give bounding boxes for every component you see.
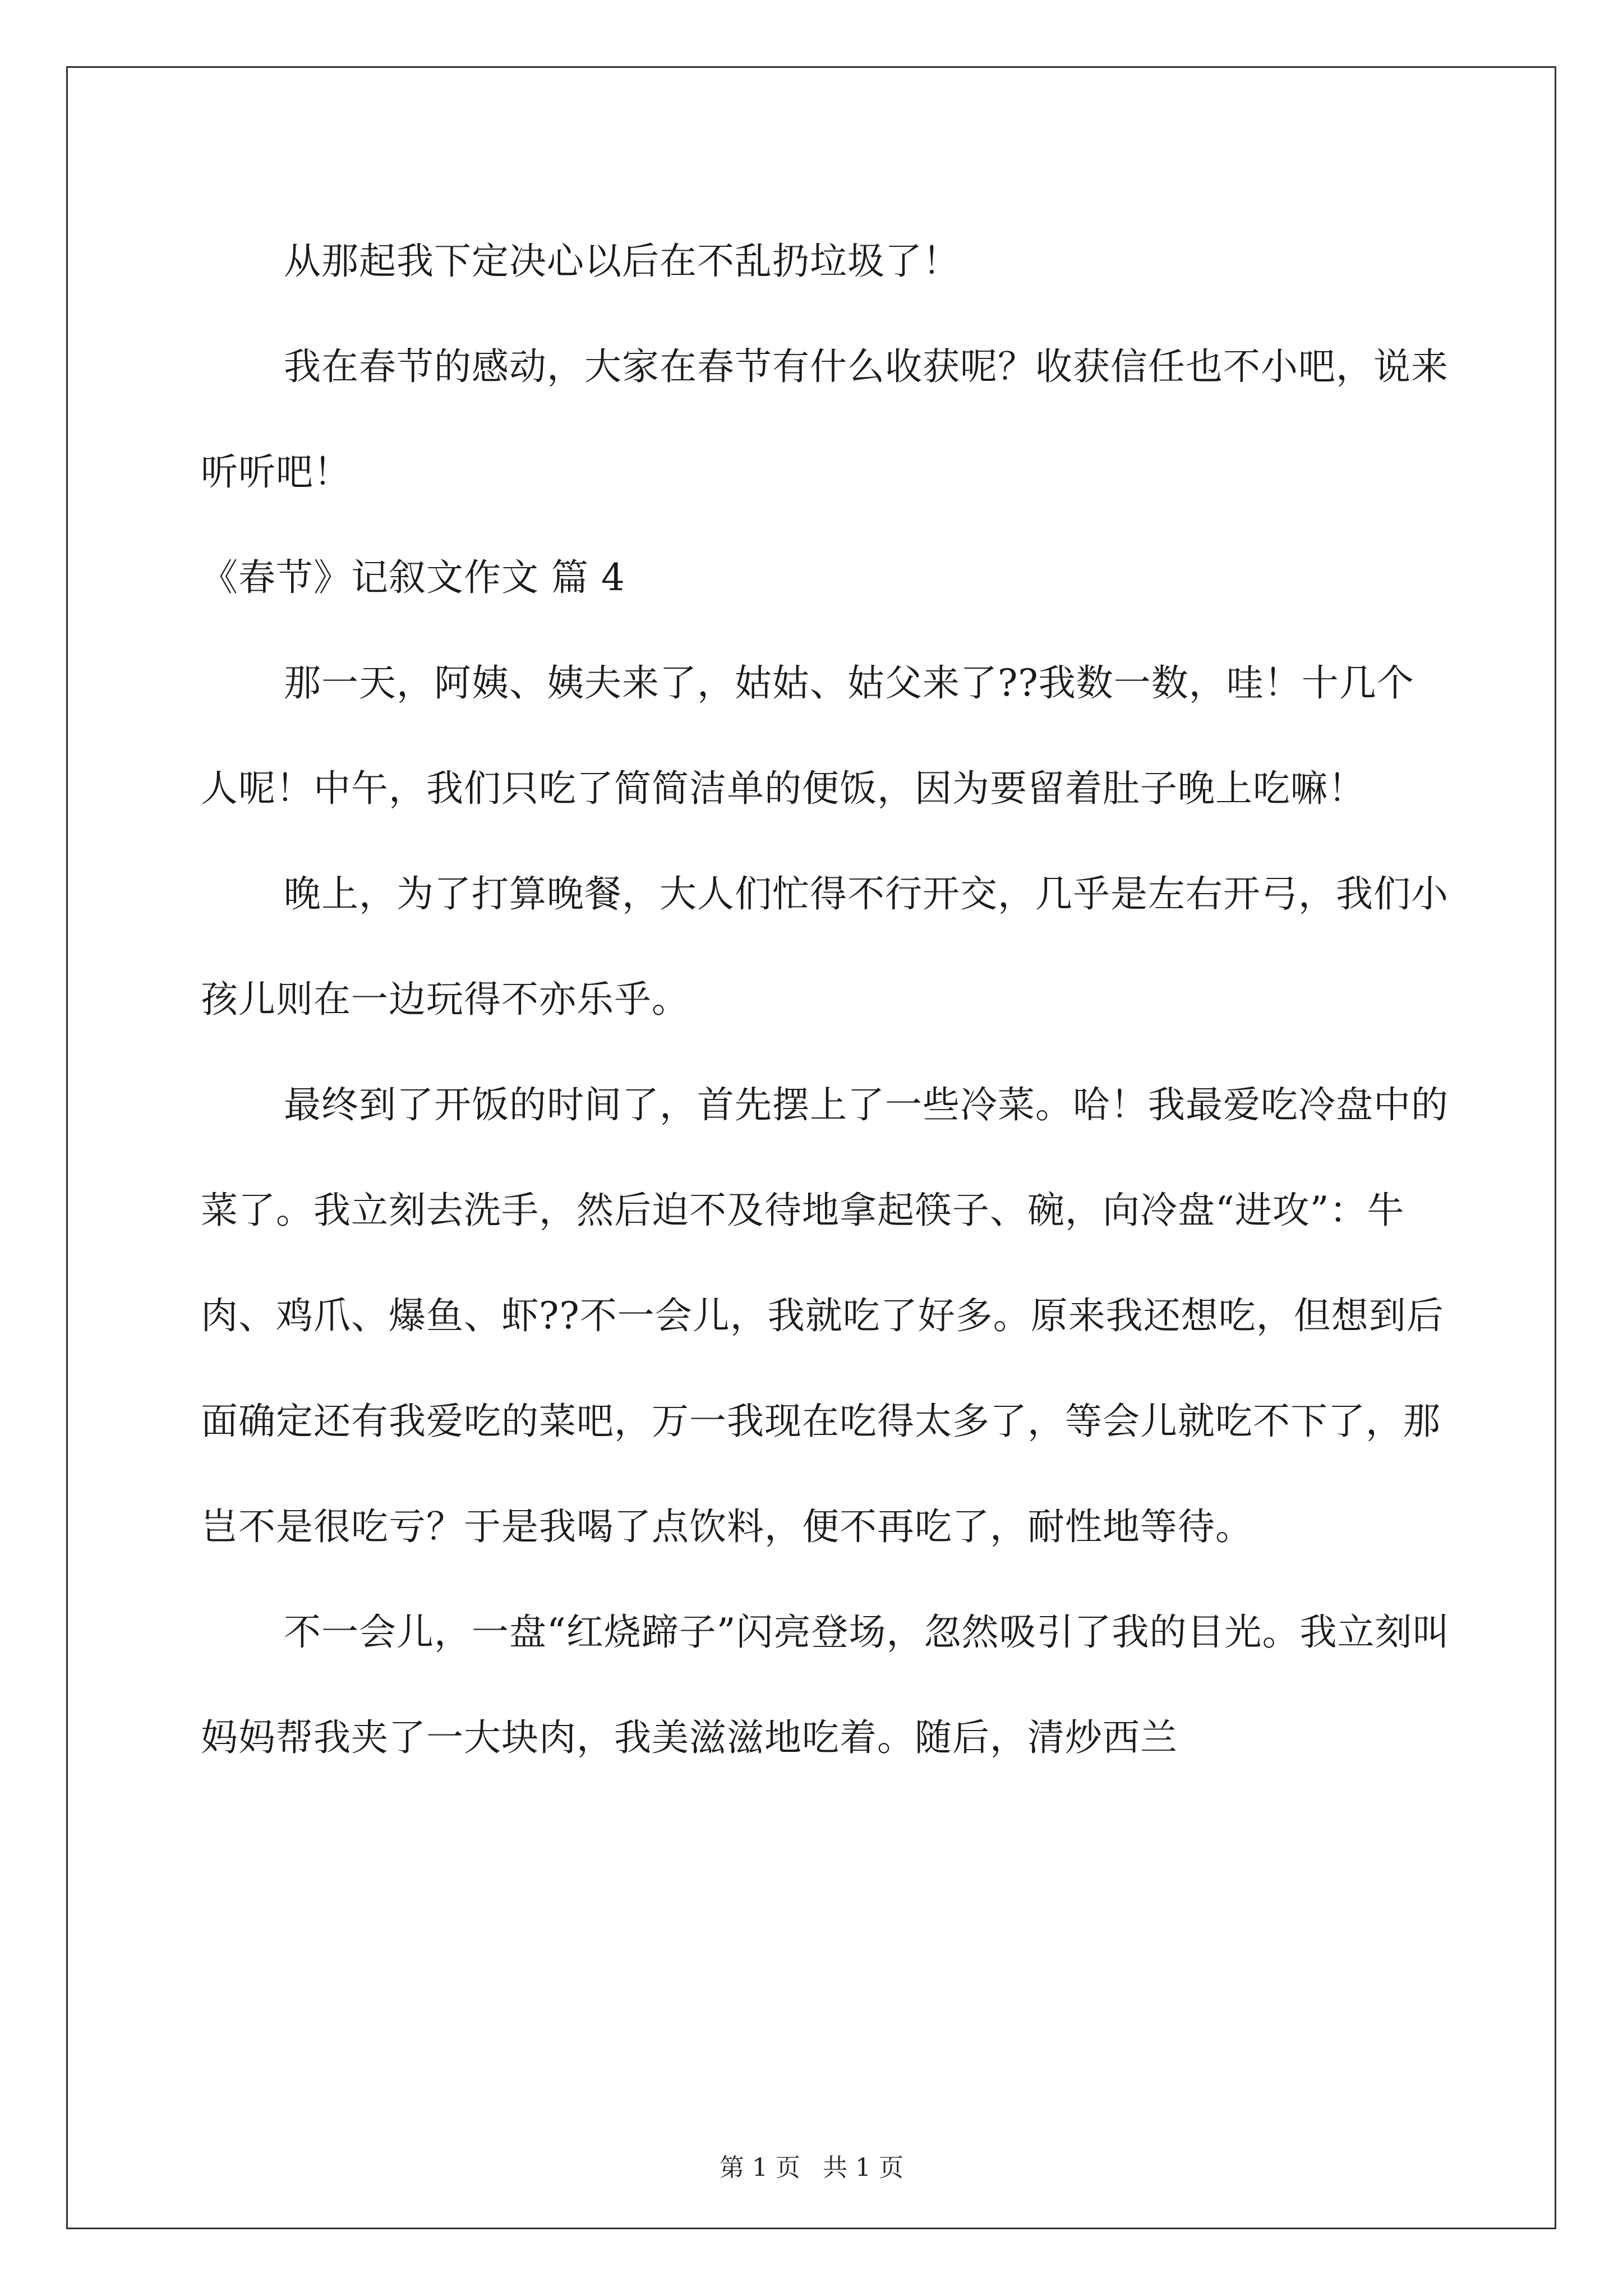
page-footer xyxy=(0,2147,1623,2183)
page-number-current: 第 1 页 xyxy=(720,2154,800,2182)
paragraph-1: 从那起我下定决心以后在不乱扔垃圾了！ xyxy=(284,240,960,283)
section-heading: 《春节》记叙文作文 篇 4 xyxy=(201,556,625,599)
paragraph-4: 晚上，为了打算晚餐，大人们忙得不行开交，几乎是左右开弓，我们小孩儿则在一边玩得不亦乐乎。 xyxy=(201,872,1449,1021)
paragraph-5: 最终到了开饭的时间了，首先摆上了一些冷菜。哈！我最爱吃冷盘中的菜了。我立刻去洗手，然后迫不及待地拿起筷子、碗，向冷盘“进攻”：牛肉、鸡爪、爆鱼、虾??不一会儿，我就吃了好多。原来我还想吃，但想到后面确定还有我爱吃的菜吧，万一我现在吃得太多了，等会儿就吃不下了，那岂不是很吃亏？于是我喝了点饮料，便不再吃了，耐性地等待。 xyxy=(201,1083,1449,1548)
page-number-total: 共 1 页 xyxy=(823,2154,903,2182)
paragraph-6: 不一会儿，一盘“红烧蹄子”闪亮登场，忽然吸引了我的目光。我立刻叫妈妈帮我夹了一大块肉，我美滋滋地吃着。随后，清炒西兰 xyxy=(201,1611,1450,1759)
document-body xyxy=(201,209,1451,1791)
paragraph-3: 那一天，阿姨、姨夫来了，姑姑、姑父来了??我数一数，哇！十几个人呢！中午，我们只吃了简简洁单的便饭，因为要留着肚子晚上吃嘛！ xyxy=(201,661,1414,810)
paragraph-2: 我在春节的感动，大家在春节有什么收获呢？收获信任也不小吧，说来听听吧！ xyxy=(201,345,1449,494)
